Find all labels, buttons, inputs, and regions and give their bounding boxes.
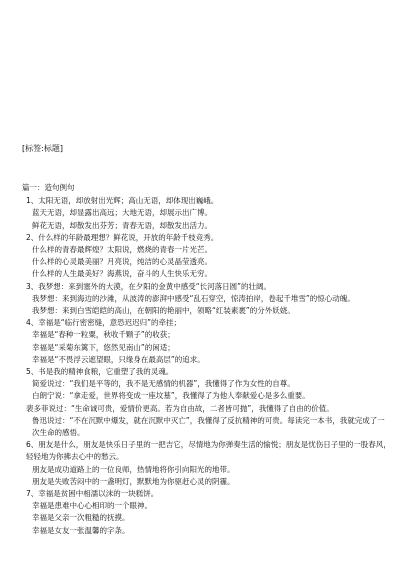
body-line: 3、我梦想：来到塞外的大漠，在夕阳的金黄中感受“长河落日圆”的壮阔。 [26,281,272,291]
body-line: 什么样的心灵最美丽？月亮说，纯洁的心灵晶莹透亮。 [32,257,212,267]
body-line: 1、太阳无语，却放射出光辉；高山无语，却体现出巍峨。 [26,196,219,206]
body-line: 白朗宁说：“拿走爱，世界将变成一座坟墓”，我懂得了为他人奉献爱心是多么重要。 [32,391,310,401]
body-line: 蓝天无语，却显露出高远；大地无语，却展示出广博。 [32,208,212,218]
tag-label: [标签:标题] [22,144,63,153]
body-line: 简爱说过：“我们是平等的，我不是无感情的机器”，我懂得了作为女性的自尊。 [32,379,295,389]
body-line: 5、书是我的精神食粮，它重塑了我的灵魂。 [26,367,174,377]
body-line: 我梦想：来到白雪皑皑的高山，在朝阳的艳丽中，领略“红装素裹”的分外妖娆。 [32,306,295,316]
body-line: 幸福是患难中心心相印的一个眼神。 [32,501,152,511]
body-line: 什么样的青春最辉煌？太阳说，燃烧的青春一片光芒。 [32,245,212,255]
body-line: 幸福是父亲一次粗糙的抚摸。 [32,513,130,523]
body-line: 幸福是女友一张温馨的字条。 [32,525,130,535]
body-line: 4、幸福是“临行密密缝，意恐迟迟归”的牵挂； [26,318,182,328]
body-line: 什么样的人生最美好？海燕说，奋斗的人生快乐无穷。 [32,269,212,279]
body-line: 幸福是“春种一粒粟，秋收千颗子”的收获； [32,330,175,340]
body-line: 鲜花无语，却散发出芬芳；青春无语，却散发出活力。 [32,220,212,230]
body-line: 裴多菲说过：“生命诚可贵，爱情价更高。若为自由故，二者皆可抛”，我懂得了自由的价值。 [26,403,334,413]
body-line: 我梦想：来到海边的沙滩，从波涛的澎湃中感受“乱石穿空，惊涛拍岸，卷起千堆雪”的惊心动魄。 [32,293,355,303]
body-line: 6、朋友是什么，朋友是快乐日子里的一把吉它，尽情地为你弹奏生活的愉悦；朋友是忧伤日子里的一股春风，轻轻地为你拂去心中的愁云。 [26,440,391,462]
body-line: 幸福是“不畏浮云遮望眼，只缘身在最高层”的追求。 [32,354,205,364]
body-line: 朋友是成功道路上的一位良师，热情地将你引向阳光的地带。 [32,464,235,474]
body-line: 幸福是“采菊东篱下，悠然见南山”的闲适； [32,342,175,352]
body-line: 鲁迅说过：“不在沉默中爆发，就在沉默中灭亡”，我懂得了反抗精神的可贵。每读完一本书，我就完成了一次生命的感悟。 [32,415,385,438]
body-line: 2、什么样的年龄最理想？鲜花说，开放的年龄千枝竞秀。 [26,232,219,242]
document-body [22,182,392,537]
body-line: 朋友是失败苦闷中的一盏明灯，默默地为你驱赶心灵的阴霾。 [32,476,235,486]
body-line: 7、幸福是贫困中相濡以沫的一块糕饼。 [26,489,159,499]
section-title: 篇一：造句例句 [22,183,75,192]
